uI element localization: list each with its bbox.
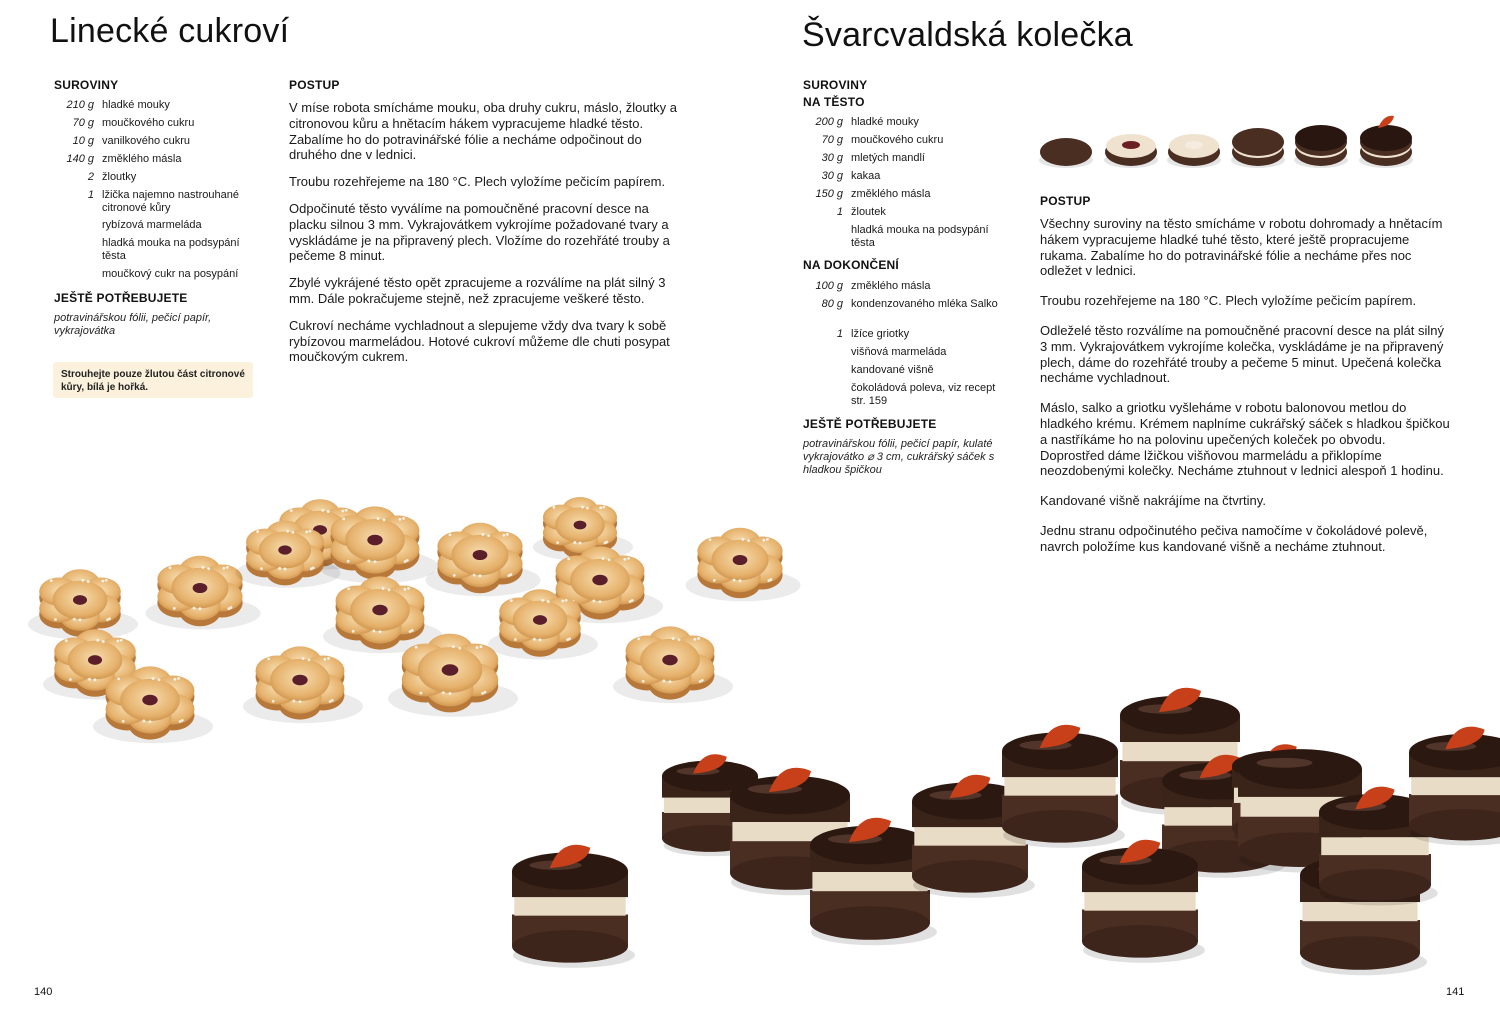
step-cookie bbox=[1167, 134, 1221, 168]
ingredient-name: změklého másla bbox=[851, 188, 931, 200]
right-ingredients-heading: SUROVINY bbox=[803, 78, 868, 92]
step-photos bbox=[1036, 112, 1426, 174]
ingredient-row bbox=[54, 153, 264, 171]
black-forest-cookies-photo bbox=[480, 650, 1500, 990]
method-paragraph: Jednu stranu odpočinutého pečiva namočíme v čokoládové polevě, navrch položíme kus kandované višně a necháme ztuhnout. bbox=[1040, 522, 1428, 554]
left-ingredients-list bbox=[54, 99, 264, 286]
step-cookie bbox=[1294, 125, 1348, 168]
linzer-cookie bbox=[323, 576, 443, 653]
left-extra-heading: JEŠTĚ POTŘEBUJETE bbox=[54, 291, 188, 305]
ingredient-name: hladká mouka na podsypání těsta bbox=[851, 224, 989, 249]
ingredient-name: moučkový cukr na posypání bbox=[102, 268, 239, 280]
black-forest-cookie bbox=[1082, 840, 1205, 963]
ingredient-row bbox=[803, 134, 1013, 152]
ingredient-row bbox=[803, 364, 1013, 382]
ingredient-quantity: 210 g bbox=[66, 99, 94, 111]
dough-heading: NA TĚSTO bbox=[803, 95, 865, 109]
ingredient-name: kakaa bbox=[851, 170, 881, 182]
ingredient-row bbox=[54, 171, 264, 189]
ingredient-row bbox=[54, 237, 264, 268]
ingredient-row bbox=[54, 189, 264, 219]
ingredient-row bbox=[803, 116, 1013, 134]
ingredient-name: lžička najemno nastrouhané citronové kůry bbox=[102, 189, 239, 214]
method-paragraph: Všechny suroviny na těsto smícháme v robotu dohromady a hnětacím hákem vypracujeme hladké tuhé těsto, které ještě propracujeme rukama. Zabalíme ho do potravinářské fólie a necháme přes noc odležet v lednici. bbox=[1040, 216, 1443, 279]
method-paragraph: Kandované višně nakrájíme na čtvrtiny. bbox=[1040, 493, 1266, 509]
ingredient-quantity: 2 bbox=[87, 171, 94, 183]
ingredient-name: moučkového cukru bbox=[102, 117, 195, 129]
right-method-heading: POSTUP bbox=[1040, 194, 1091, 208]
dough-ingredients-list bbox=[803, 116, 1013, 250]
ingredient-quantity: 70 g bbox=[821, 134, 843, 146]
ingredient-name: vanilkového cukru bbox=[102, 135, 191, 147]
ingredient-name: hladké mouky bbox=[102, 99, 170, 111]
method-paragraph: Odleželé těsto rozválíme na pomoučněné pracovní desce na plát silný 3 mm. Vykrajovátkem vykrojíme kolečka, vyskládáme je na připravený plech, dáme do rozehřáté trouby a pečeme 5 minut. Upečená kolečka necháme vychladnout. bbox=[1040, 322, 1444, 386]
ingredient-quantity: 70 g bbox=[72, 117, 94, 129]
method-paragraph: Máslo, salko a griotku vyšleháme v robotu balonovou metlou do hladkého krému. Krémem naplníme cukrářský sáček s hladkou špičkou a nastříkáme ho na polovinu upečených koleček po obvodu. Doprostřed dáme lžičkou višňovou marmeládu a přiklopíme neozdobenými kolečky. Necháme ztuhnout v lednici alespoň 1 hodinu. bbox=[1040, 400, 1450, 479]
black-forest-cookie bbox=[1002, 725, 1125, 848]
black-forest-cookie bbox=[512, 845, 635, 968]
ingredient-row bbox=[803, 382, 1013, 408]
ingredient-name: kandované višně bbox=[851, 364, 934, 376]
ingredient-row bbox=[54, 117, 264, 135]
ingredient-row bbox=[54, 268, 264, 286]
right-extra-heading: JEŠTĚ POTŘEBUJETE bbox=[803, 417, 937, 431]
ingredient-name: mletých mandlí bbox=[851, 152, 925, 164]
ingredient-name: čokoládová poleva, viz recept str. 159 bbox=[851, 382, 996, 407]
ingredient-row bbox=[803, 170, 1013, 188]
method-paragraph: Troubu rozehřejeme na 180 °C. Plech vyložíme pečicím papírem. bbox=[1040, 293, 1417, 309]
ingredient-name: hladká mouka na podsypání těsta bbox=[102, 237, 240, 262]
ingredient-name: změklého másla bbox=[851, 280, 931, 292]
black-forest-cookie bbox=[1409, 727, 1500, 846]
method-paragraph: Zbylé vykrájené těsto opět zpracujeme a rozválíme na plát silný 3 mm. Dále pokračujeme stejně, než zpracujeme veškeré těsto. bbox=[289, 275, 666, 306]
left-method bbox=[289, 100, 689, 365]
ingredient-quantity: 200 g bbox=[815, 116, 843, 128]
ingredient-quantity: 1 bbox=[87, 189, 94, 201]
ingredient-quantity: 150 g bbox=[815, 188, 843, 200]
linzer-cookie bbox=[243, 646, 363, 723]
left-extra-text: potravinářskou fólii, pečicí papír, vykrajovátka bbox=[54, 312, 212, 337]
ingredient-quantity: 80 g bbox=[821, 298, 843, 310]
left-ingredients-heading: SUROVINY bbox=[54, 78, 119, 92]
linzer-cookie bbox=[426, 523, 541, 597]
left-title: Linecké cukroví bbox=[50, 12, 290, 50]
ingredient-row bbox=[54, 219, 264, 237]
step-cookie bbox=[1039, 138, 1093, 168]
linzer-cookie bbox=[533, 497, 633, 561]
ingredient-quantity: 140 g bbox=[66, 153, 94, 165]
method-paragraph: V míse robota smícháme mouku, oba druhy cukru, máslo, žloutky a citronovou kůru a hnětacím hákem vypracujeme hladké těsto. Zabalíme ho do potravinářské fólie a necháme odpočinout do druhého dne v lednici. bbox=[289, 100, 678, 163]
ingredient-row bbox=[803, 152, 1013, 170]
ingredient-row bbox=[803, 346, 1013, 364]
step-cookie bbox=[1231, 128, 1285, 168]
ingredient-name: moučkového cukru bbox=[851, 134, 944, 146]
finish-heading: NA DOKONČENÍ bbox=[803, 258, 899, 272]
ingredient-quantity: 1 bbox=[836, 328, 843, 340]
step-cookie bbox=[1104, 134, 1158, 168]
ingredient-quantity: 1 bbox=[836, 206, 843, 218]
ingredient-name: kondenzovaného mléka Salko bbox=[851, 298, 998, 310]
method-paragraph: Troubu rozehřejeme na 180 °C. Plech vyložíme pečicím papírem. bbox=[289, 174, 666, 190]
right-extra-text: potravinářskou fólii, pečicí papír, kulaté vykrajovátko ⌀ 3 cm, cukrářský sáček s hladkou špičkou bbox=[803, 438, 995, 476]
linzer-cookie bbox=[686, 528, 801, 602]
page-number-left: 140 bbox=[34, 986, 53, 998]
linzer-cookie bbox=[28, 569, 138, 639]
ingredient-name: žloutek bbox=[851, 206, 886, 218]
page-number-right: 141 bbox=[1446, 986, 1465, 998]
right-method bbox=[1040, 216, 1450, 555]
ingredient-row bbox=[803, 188, 1013, 206]
ingredient-name: změklého másla bbox=[102, 153, 182, 165]
ingredient-row bbox=[803, 328, 1013, 346]
step-cookie bbox=[1359, 116, 1413, 168]
ingredient-quantity: 10 g bbox=[72, 135, 94, 147]
ingredient-quantity: 30 g bbox=[821, 170, 843, 182]
method-paragraph: Odpočinuté těsto vyválíme na pomoučněné pracovní desce na placku silnou 3 mm. Vykrajovátkem vykrojíme požadované tvary a vyskládáme je na připravený plech. Vložíme do rozehřáté trouby a pečeme 8 minut. bbox=[289, 200, 670, 264]
ingredient-quantity: 100 g bbox=[815, 280, 843, 292]
ingredient-name: rybízová marmeláda bbox=[102, 219, 202, 231]
ingredient-name: višňová marmeláda bbox=[851, 346, 947, 358]
right-title: Švarcvaldská kolečka bbox=[802, 16, 1133, 54]
ingredient-row bbox=[803, 298, 1013, 328]
left-method-heading: POSTUP bbox=[289, 78, 340, 92]
ingredient-row bbox=[803, 224, 1013, 250]
ingredient-quantity: 30 g bbox=[821, 152, 843, 164]
ingredient-row bbox=[54, 99, 264, 117]
finish-ingredients-list bbox=[803, 280, 1013, 408]
method-paragraph: Cukroví necháme vychladnout a slepujeme vždy dva tvary k sobě rybízovou marmeládou. Hotové cukroví můžeme dle chuti posypat moučkovým cukrem. bbox=[289, 317, 670, 365]
ingredient-row bbox=[803, 206, 1013, 224]
tip-box: Strouhejte pouze žlutou část citronové kůry, bílá je hořká. bbox=[53, 362, 253, 398]
ingredient-row bbox=[54, 135, 264, 153]
ingredient-name: hladké mouky bbox=[851, 116, 919, 128]
ingredient-name: žloutky bbox=[102, 171, 137, 183]
ingredient-name: lžíce griotky bbox=[851, 328, 910, 340]
ingredient-row bbox=[803, 280, 1013, 298]
